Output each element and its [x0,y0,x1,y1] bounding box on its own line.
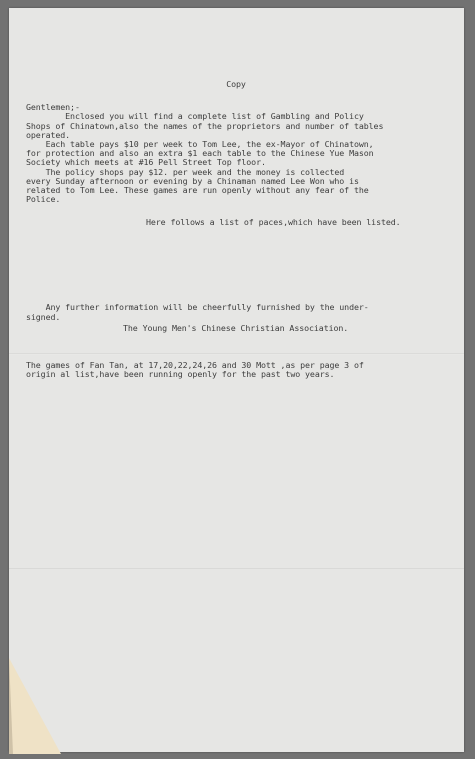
paragraph-3 [26,168,446,205]
folded-corner [9,658,61,754]
paragraph-2 [26,140,446,168]
text-line: Shops of Chinatown,also the names of the proprietors and number of tables [26,120,384,131]
text-line: origin al list,have been running openly for the past two years. [26,369,335,380]
letter-body [26,80,446,379]
salutation: Gentlemen;- [26,102,80,113]
text-line: signed. [26,311,61,322]
text-line: Police. [26,194,61,205]
text-line: related to Tom Lee. These games are run openly without any fear of the [26,184,369,195]
folded-corner-edge [9,658,13,754]
text-line: every Sunday afternoon or evening by a Chinaman named Lee Won who is [26,175,359,186]
list-note: Here follows a list of paces,which have been listed. [146,217,401,228]
text-line: The policy shops pay $12. per week and the money is collected [26,166,345,177]
text-line: The games of Fan Tan, at 17,20,22,24,26 and 30 Mott ,as per page 3 of [26,360,364,370]
text-line: Each table pays $10 per week to Tom Lee, the ex-Mayor of Chinatown, [26,138,374,149]
paragraph-1 [26,112,446,140]
paper-crease [9,568,464,569]
text-line: Any further information will be cheerfully furnished by the under- [26,302,369,313]
letter-heading: Copy [226,79,246,89]
signature: The Young Men's Chinese Christian Association. [123,322,349,333]
closing-paragraph [26,303,446,321]
postscript [26,361,446,379]
text-line: for protection and also an extra $1 each table to the Chinese Yue Mason [26,148,374,159]
typed-letter-sheet [9,8,464,752]
text-line: Society which meets at #16 Pell Street Top floor. [26,157,266,168]
text-line: Enclosed you will find a complete list of Gambling and Policy [26,111,364,122]
text-line: operated. [26,129,71,140]
